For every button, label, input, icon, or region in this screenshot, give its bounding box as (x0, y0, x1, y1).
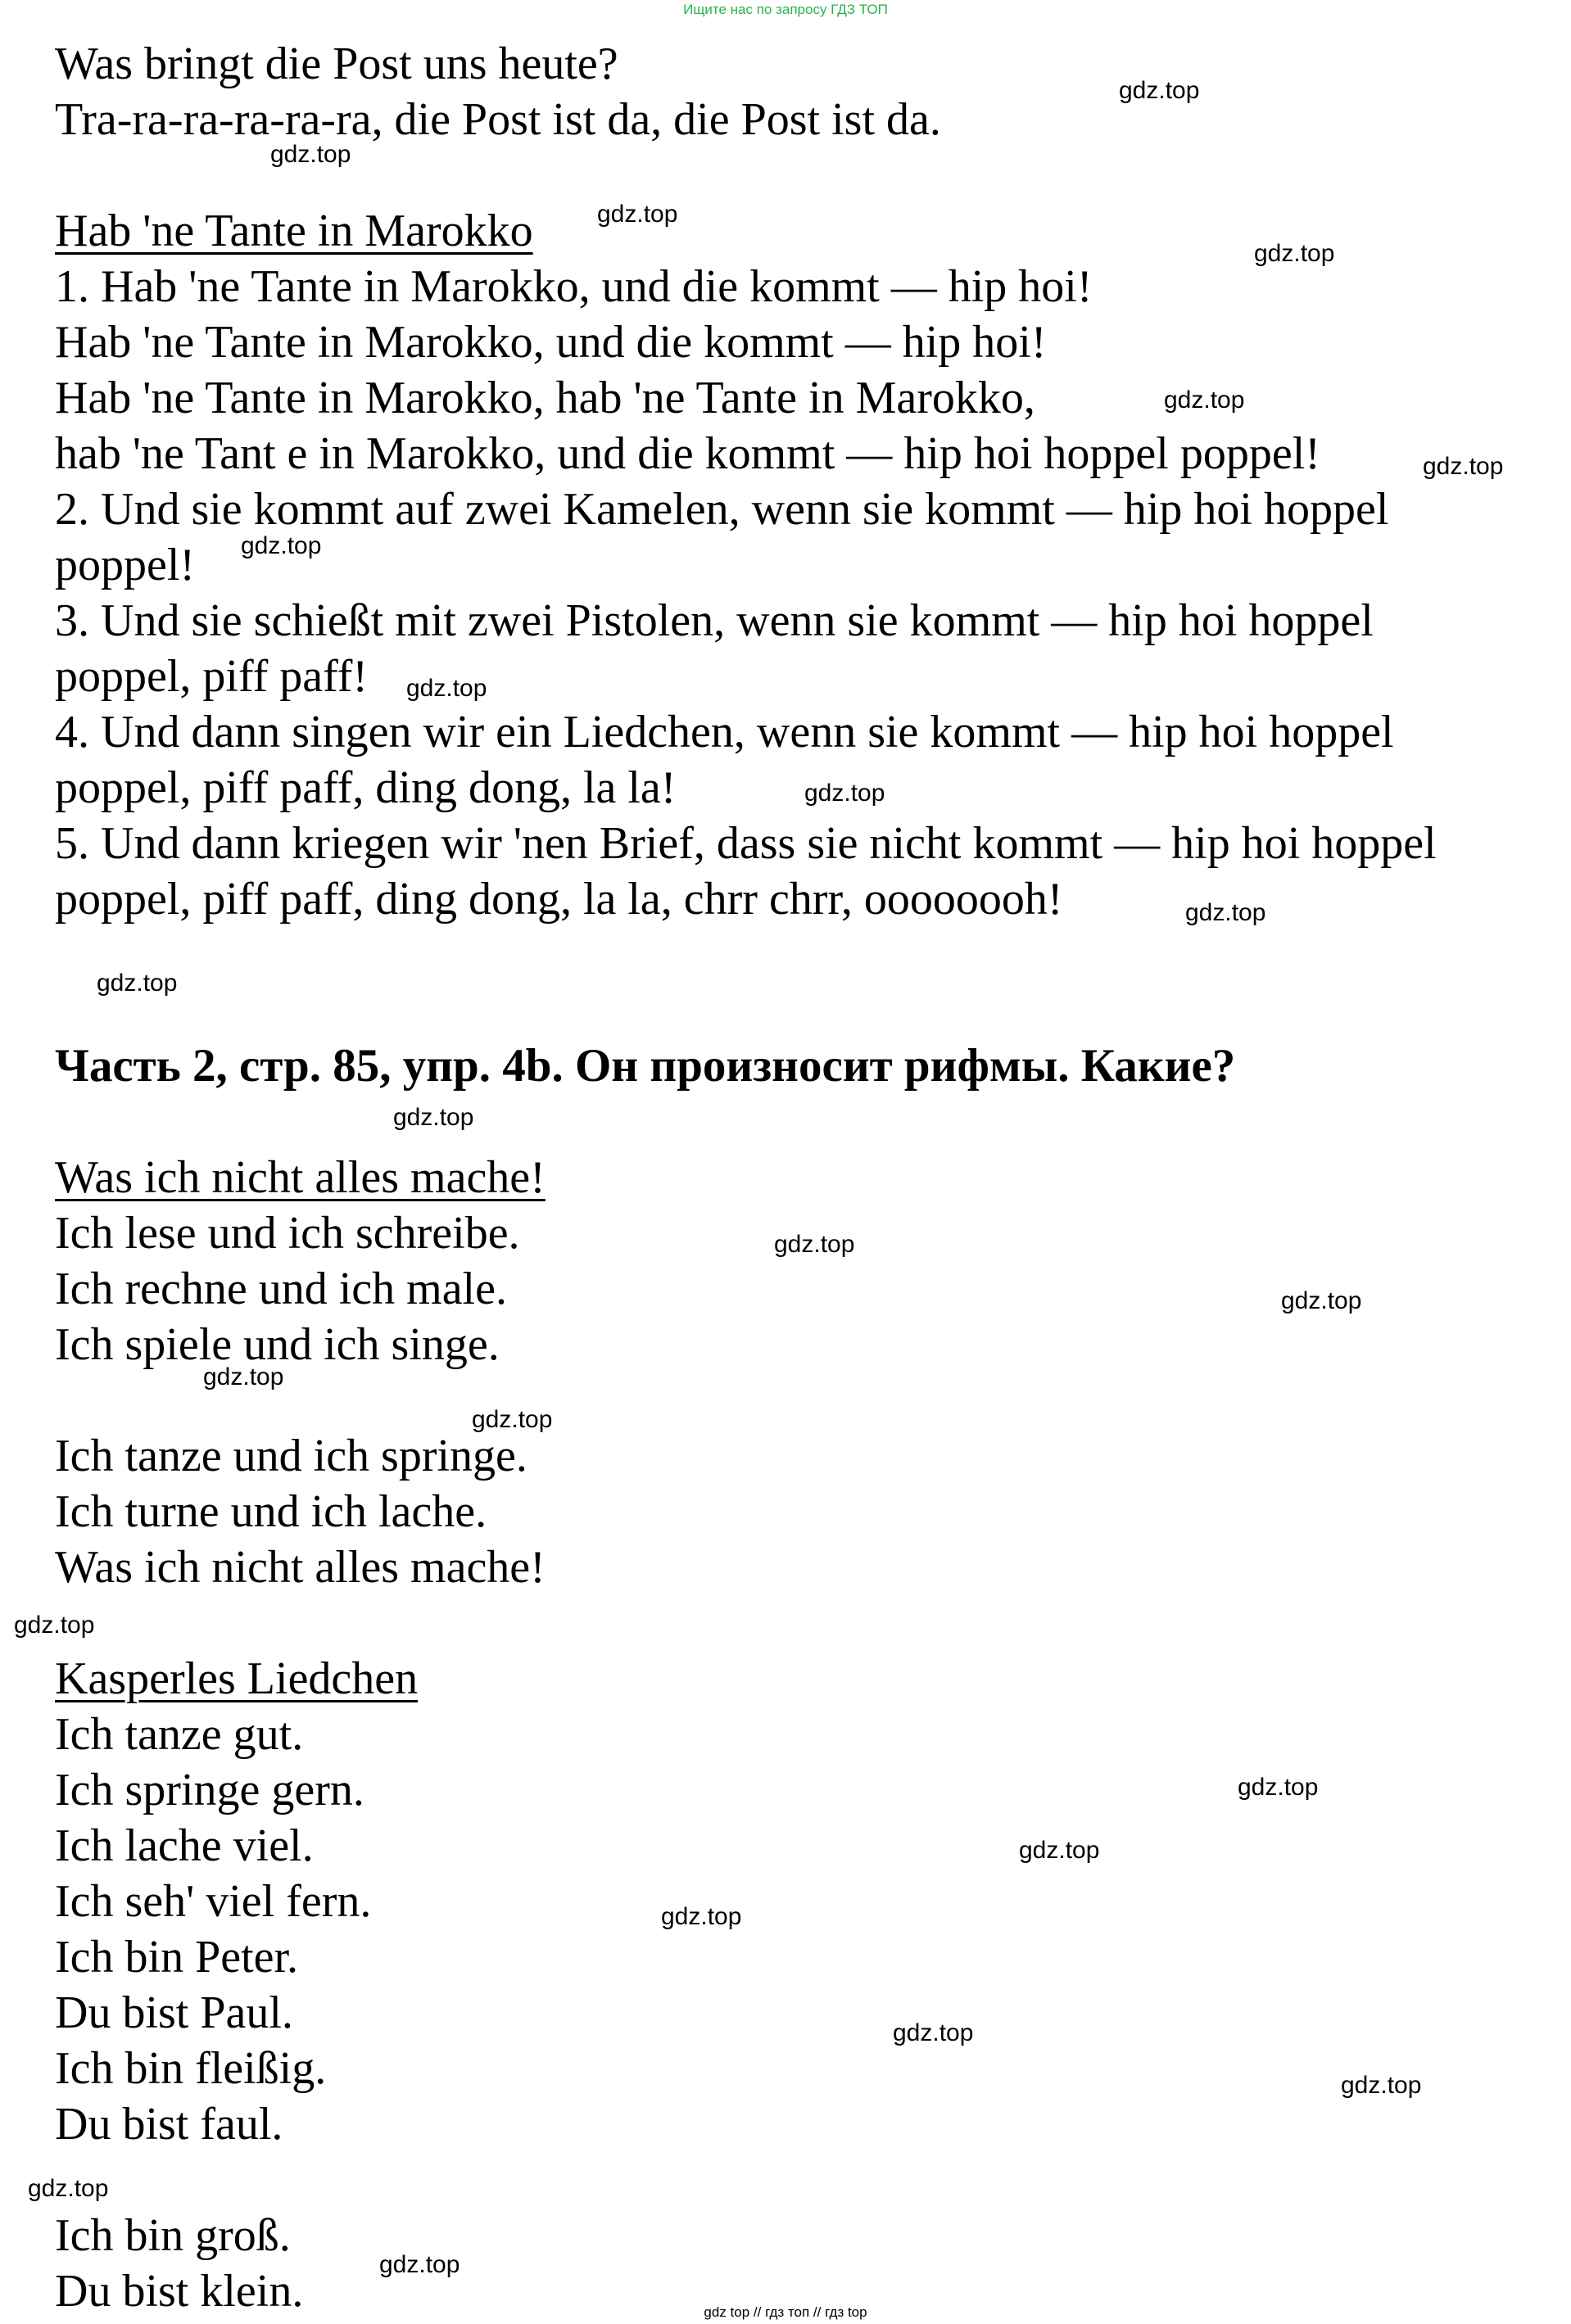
watermark: gdz.top (379, 2251, 460, 2278)
watermark: gdz.top (1019, 1837, 1100, 1864)
watermark: gdz.top (28, 2175, 109, 2202)
song1-line: poppel, piff paff, ding dong, la la! (55, 762, 677, 813)
watermark: gdz.top (1238, 1774, 1319, 1801)
song1-line: hab 'ne Tant e in Marokko, und die kommt — hip hoi hoppel poppel! (55, 428, 1320, 479)
verse1-line: Tra-ra-ra-ra-ra-ra, die Post ist da, die Post ist da. (55, 94, 941, 145)
song3-line: Ich bin Peter. (55, 1932, 299, 1983)
song2-line: Ich turne und ich lache. (55, 1486, 487, 1537)
song3-line: Ich bin fleißig. (55, 2043, 327, 2094)
watermark: gdz.top (774, 1231, 855, 1258)
watermark: gdz.top (1119, 77, 1200, 104)
watermark: gdz.top (241, 532, 322, 559)
top-banner: Ищите нас по запросу ГДЗ ТОП (683, 2, 888, 17)
song3-line: Ich springe gern. (55, 1765, 364, 1815)
footer: gdz top // гдз топ // гдз top (704, 2304, 867, 2320)
watermark: gdz.top (661, 1903, 742, 1930)
watermark: gdz.top (1423, 453, 1504, 480)
song1-line: 1. Hab 'ne Tante in Marokko, und die kommt — hip hoi! (55, 261, 1093, 312)
watermark: gdz.top (270, 141, 351, 168)
watermark: gdz.top (597, 201, 678, 228)
song3-line: Du bist klein. (55, 2266, 304, 2317)
watermark: gdz.top (97, 970, 178, 997)
song1-line: 5. Und dann kriegen wir 'nen Brief, dass sie nicht kommt — hip hoi hoppel (55, 818, 1437, 869)
song1-line: poppel! (55, 540, 196, 590)
song2-title: Was ich nicht alles mache! (55, 1152, 546, 1203)
watermark: gdz.top (393, 1104, 474, 1131)
watermark: gdz.top (1341, 2072, 1422, 2099)
song1-title: Hab 'ne Tante in Marokko (55, 206, 533, 256)
song3-line: Ich tanze gut. (55, 1709, 304, 1760)
song1-line: 3. Und sie schießt mit zwei Pistolen, wenn sie kommt — hip hoi hoppel (55, 595, 1374, 646)
song1-line: Hab 'ne Tante in Marokko, hab 'ne Tante in Marokko, (55, 373, 1035, 423)
watermark: gdz.top (1281, 1287, 1362, 1314)
watermark: gdz.top (1254, 240, 1335, 267)
watermark: gdz.top (1164, 387, 1245, 414)
song2-line: Ich spiele und ich singe. (55, 1319, 500, 1370)
song1-line: 4. Und dann singen wir ein Liedchen, wenn sie kommt — hip hoi hoppel (55, 707, 1394, 757)
song1-line: Hab 'ne Tante in Marokko, und die kommt — hip hoi! (55, 317, 1047, 368)
song3-line: Du bist Paul. (55, 1987, 293, 2038)
verse1-line: Was bringt die Post uns heute? (55, 38, 618, 89)
watermark: gdz.top (203, 1363, 284, 1390)
song3-line: Ich seh' viel fern. (55, 1876, 372, 1927)
song2-line: Was ich nicht alles mache! (55, 1542, 546, 1593)
song3-line: Ich bin groß. (55, 2210, 291, 2261)
song3-line: Du bist faul. (55, 2099, 283, 2150)
watermark: gdz.top (1185, 899, 1266, 926)
song3-title: Kasperles Liedchen (55, 1653, 419, 1704)
watermark: gdz.top (406, 675, 487, 702)
watermark: gdz.top (472, 1406, 553, 1433)
song2-line: Ich lese und ich schreibe. (55, 1208, 520, 1259)
song2-line: Ich tanze und ich springe. (55, 1431, 527, 1481)
song1-line: 2. Und sie kommt auf zwei Kamelen, wenn sie kommt — hip hoi hoppel (55, 484, 1389, 535)
watermark: gdz.top (893, 2019, 974, 2046)
song3-line: Ich lache viel. (55, 1820, 314, 1871)
song2-line: Ich rechne und ich male. (55, 1264, 507, 1314)
song1-line: poppel, piff paff! (55, 651, 369, 702)
watermark: gdz.top (14, 1612, 95, 1639)
song1-line: poppel, piff paff, ding dong, la la, chrr chrr, oooooooh! (55, 874, 1063, 925)
watermark: gdz.top (804, 780, 885, 807)
exercise-heading: Часть 2, стр. 85, упр. 4b. Он произносит рифмы. Какие? (55, 1040, 1236, 1092)
